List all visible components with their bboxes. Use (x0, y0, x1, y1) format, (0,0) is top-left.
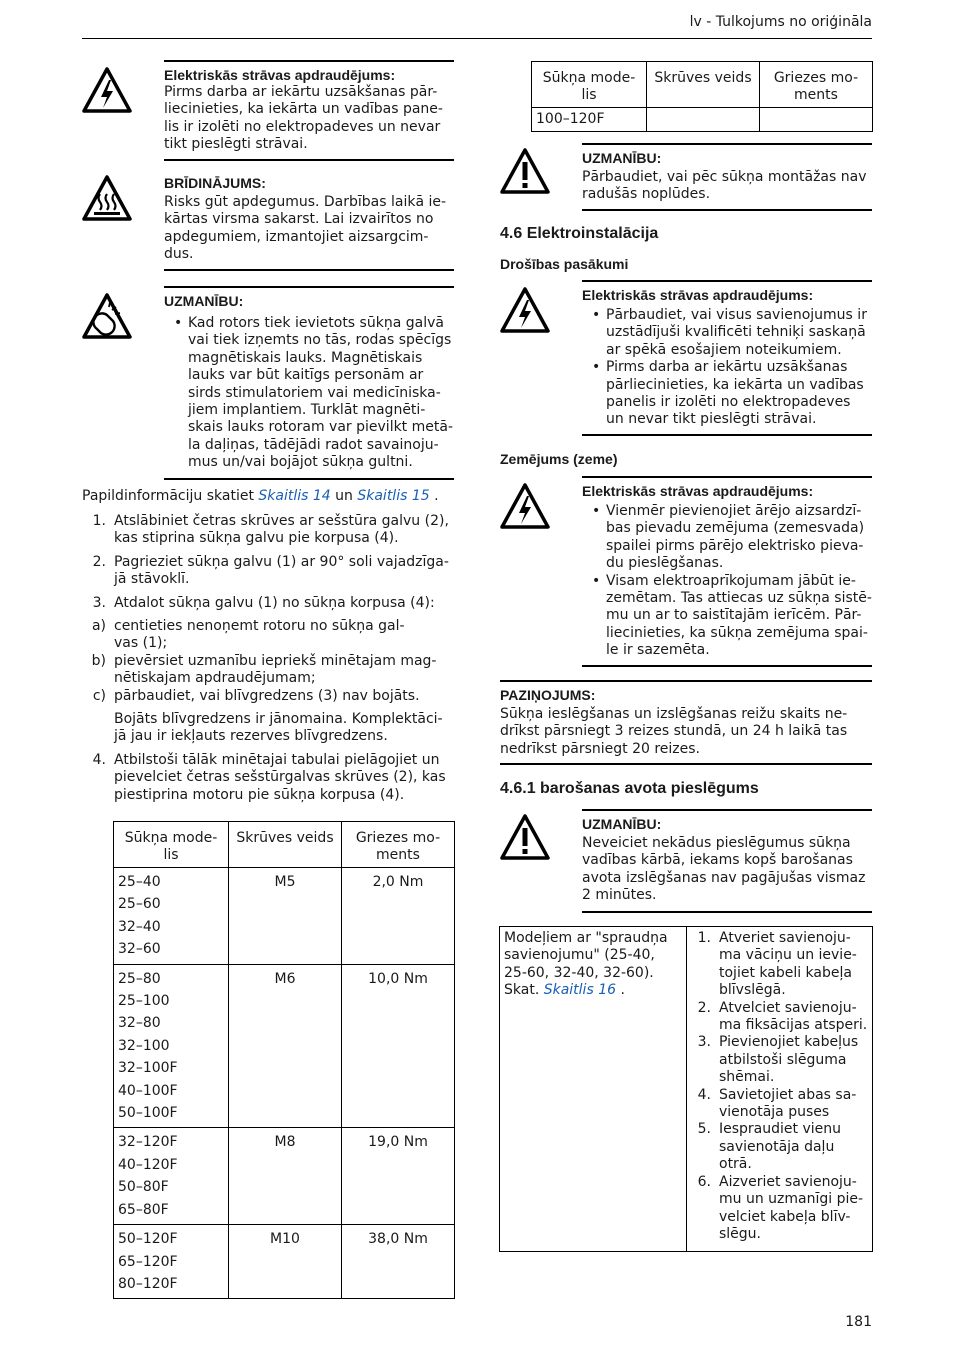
bullet-item: • Visam elektroaprīkojumam jābūt ie- zemētam. Tas attiecas uz sūkņa sistē- mu un ar to saistītajām ierīcēm. Pār- liecinieties, ka sūkņa zemējuma spai- le ir sazemēta. (606, 573, 872, 660)
table-row (114, 1225, 455, 1299)
models-cell: 32–120F 40–120F 50–80F 65–80F (114, 1128, 229, 1225)
step-2: 2. Pagrieziet sūkņa galvu (1) ar 90° soli vajadzīga- jā stāvoklī. (92, 553, 449, 588)
notice-text: Neveiciet nekādus pieslēgumus sūkņa vadības kārbā, iekams kopš barošanas avota izslēgšanas nav pagājušas vismaz 2 minūtes. (582, 835, 866, 904)
magnetic-field-icon (82, 292, 132, 340)
torque-cell: 19,0 Nm (342, 1128, 455, 1225)
notice-text: Pārbaudiet, vai pēc sūkņa montāžas nav radušās noplūdes. (582, 169, 867, 203)
connection-step: 1. Atveriet savienoju- ma vāciņu un ievie- tojiet kabeli kabeļa blīvslēgā. (697, 930, 857, 999)
bullet-item: • Vienmēr pievienojiet ārējo aizsardzī- bas pievadu zemējuma (zemesvada) spailei pirms pārējo elektrisko pieva- du pieslēgšanas. (606, 503, 872, 573)
notice-title: UZMANĪBU: (164, 293, 244, 309)
notice-electric-1 (164, 60, 454, 161)
notice-caution-leaks (582, 143, 872, 211)
notice-text: Pirms darba ar iekārtu uzsākšanas pār- liecinieties, ka iekārta un vadības pane- lis ir izolēti no elektropadeves un nevar tikt pieslēgti strāvai. (164, 84, 443, 153)
section-heading-4-6: 4.6 Elektroinstalācija (500, 225, 659, 242)
header-rule (82, 38, 872, 39)
notice-bullets (582, 503, 872, 660)
notice-title: Elektriskās strāvas apdraudējums: (582, 287, 814, 303)
connection-step: 6. Aizveriet savienoju- mu un uzmanīgi pie- velciet kabeļa blīv- slēgu. (697, 1173, 864, 1242)
subheading-safety: Drošības pasākumi (500, 256, 629, 272)
col-header-model: Sūkņa mode- lis (114, 822, 229, 868)
col-header-model: Sūkņa mode- lis (532, 62, 647, 108)
caution-icon (500, 813, 550, 861)
notice-electric-ground (582, 476, 872, 667)
more-info-line: Papildinformāciju skatiet Skaitlis 14 un Skaitlis 15 . (82, 488, 439, 504)
substep-c: c) pārbaudiet, vai blīvgredzens (3) nav bojāts. (92, 687, 420, 704)
notice-text: Sūkņa ieslēgšanas un izslēgšanas reižu skaits ne- drīkst pārsniegt 3 reizes stundā, un 24 h laikā tas nedrīkst pārsniegt 20 reizes. (500, 706, 848, 757)
table-row (114, 1128, 455, 1225)
notice-electric-safety (582, 280, 872, 436)
bullet-item: • Pārbaudiet, vai visus savienojumus ir uzstādījuši kvalificēti tehniķi saskaņā ar spēkā esošajiem noteikumiem. (606, 307, 872, 359)
table-header-row (532, 62, 873, 108)
torque-cell: 38,0 Nm (342, 1225, 455, 1299)
step-4: 4. Atbilstoši tālāk minētajai tabulai pielāgojiet un pievelciet četras sešstūrgalvas skrūves (2), kas piestiprina motoru pie sūkņa korpusa (4). (92, 751, 446, 803)
torque-cell: 2,0 Nm (342, 868, 455, 965)
table-row (532, 108, 873, 132)
notice-bullets (582, 307, 872, 429)
connection-table (499, 926, 873, 1252)
screw-cell: M10 (229, 1225, 342, 1299)
torque-table (113, 821, 455, 1299)
screw-cell: M5 (229, 868, 342, 965)
notice-title: PAZIŅOJUMS: (500, 687, 596, 703)
bullet-item: • Kad rotors tiek ievietots sūkņa galvā vai tiek izņemts no tās, rodas spēcīgs magnētiskais lauks. Magnētiskais lauks var būt kaitīgs personām ar sirds stimulatoriem vai medicīniska- jiem implantiem. Turklāt magnēti- skais lauks rotoram var pievilkt metā- la daļiņas, tādējādi radot savainoju- mus un/vai bojājot sūkņa gultni. (188, 315, 454, 472)
notice-warning-hot (164, 170, 454, 271)
subheading-grounding: Zemējums (zeme) (500, 451, 618, 467)
col-header-screw: Skrūves veids (229, 822, 342, 868)
substep-c-note: Bojāts blīvgredzens ir jānomaina. Komplektāci- jā jau ir iekļauts rezerves blīvgredzens. (114, 711, 443, 745)
page-number: 181 (845, 1314, 872, 1330)
connection-step: 3. Pievienojiet kabeļus atbilstoši slēguma shēmai. (697, 1034, 859, 1086)
notice-caution-magnetic (164, 286, 454, 480)
notice-title: UZMANĪBU: (582, 150, 662, 166)
electric-hazard-icon (500, 482, 550, 530)
col-header-screw: Skrūves veids (647, 62, 760, 108)
notice-title: BRĪDINĀJUMS: (164, 175, 266, 191)
procedure-steps (82, 513, 462, 804)
connection-step: 4. Savietojiet abas sa- vienotāja puses (697, 1086, 857, 1121)
connection-steps-cell (687, 927, 873, 1252)
notice-caution-power (582, 809, 872, 913)
models-cell: 25–80 25–100 32–80 32–100 32–100F 40–100F 50–100F (114, 964, 229, 1128)
screw-cell: M8 (229, 1128, 342, 1225)
substep-a: a) centieties nenoņemt rotoru no sūkņa gal- vas (1); (91, 618, 405, 652)
models-cell: 100–120F (532, 108, 647, 132)
notice-title: Elektriskās strāvas apdraudējums: (582, 483, 814, 499)
page-header: lv - Tulkojums no oriģināla (689, 14, 872, 30)
step-3: 3. Atdalot sūkņa galvu (1) no sūkņa korpusa (4): (92, 594, 435, 611)
torque-cell (760, 108, 873, 132)
models-note-cell: Modeļiem ar "spraudņa savienojumu" (25-40, 25-60, 32-40, 32-60). Skat. Skaitlis 16 . (500, 927, 687, 1252)
section-heading-4-6-1: 4.6.1 barošanas avota pieslēgums (500, 780, 759, 797)
electric-hazard-icon (82, 66, 132, 114)
table-row (114, 964, 455, 1128)
step-1: 1. Atslābiniet četras skrūves ar sešstūra galvu (2), kas stiprina sūkņa galvu pie korpusa (4). (92, 513, 449, 547)
electric-hazard-icon (500, 286, 550, 334)
col-header-torque: Griezes mo- ments (760, 62, 873, 108)
figure-link-15[interactable]: Skaitlis 15 (357, 488, 430, 504)
figure-link-14[interactable]: Skaitlis 14 (258, 488, 331, 504)
notice-text: Risks gūt apdegumus. Darbības laikā ie- kārtas virsma sakarst. Lai izvairītos no apdegumiem, izmantojiet aizsargcim- dus. (164, 194, 447, 263)
notice-title: Elektriskās strāvas apdraudējums: (164, 67, 396, 83)
hot-surface-icon (82, 174, 132, 222)
table-row (500, 927, 873, 1252)
connection-step: 2. Atvelciet savienoju- ma fiksācijas atsperi. (697, 999, 868, 1034)
col-header-torque: Griezes mo- ments (342, 822, 455, 868)
notice-title: UZMANĪBU: (582, 816, 662, 832)
models-cell: 25–40 25–60 32–40 32–60 (114, 868, 229, 965)
bullet-item: • Pirms darba ar iekārtu uzsākšanas pārliecinieties, ka iekārta un vadības panelis ir izolēti no elektropadeves un nevar tikt pieslēgti strāvai. (606, 359, 872, 429)
caution-icon (500, 147, 550, 195)
connection-step: 5. Iespraudiet vienu savienotāja daļu otrā. (697, 1121, 841, 1173)
screw-cell (647, 108, 760, 132)
table-row (114, 868, 455, 965)
figure-link-16[interactable]: Skaitlis 16 (543, 982, 617, 999)
torque-cell: 10,0 Nm (342, 964, 455, 1128)
substep-b: b) pievērsiet uzmanību iepriekš minētajam mag- nētiskajam apdraudējumam; (91, 652, 437, 687)
table-header-row (114, 822, 455, 868)
torque-table-continued (531, 61, 873, 132)
models-cell: 50–120F 65–120F 80–120F (114, 1225, 229, 1299)
notice-bullets (164, 315, 454, 472)
notice-info (500, 680, 872, 765)
screw-cell: M6 (229, 964, 342, 1128)
